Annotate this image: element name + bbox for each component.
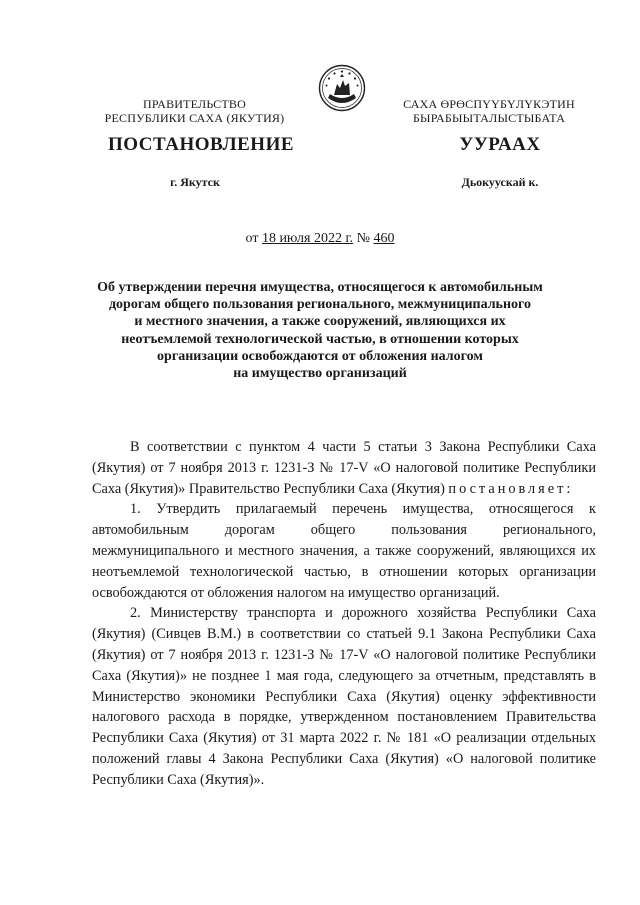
city-yakut: Дьокуускай к. (461, 175, 539, 189)
preamble-paragraph (92, 437, 596, 499)
government-name-russian (92, 97, 297, 125)
subject-line: неотъемлемой технологической частью, в отношении которых (121, 331, 519, 347)
preamble-text: В соответствии с пунктом 4 части 5 статьи 3 Закона Республики Саха (Якутия) от 7 ноября 2013 г. 1231-З № 17-V «О налоговой политике Республики Саха (Якутия)» Правительство Республики Саха (Якутия) (92, 439, 596, 497)
header-left-line2: РЕСПУБЛИКИ САХА (ЯКУТИЯ) (104, 111, 285, 125)
document-type-russian: ПОСТАНОВЛЕНИЕ (108, 134, 295, 155)
header-right-line1: САХА ӨРӨСПҮҮБҮЛҮКЭТИН (403, 97, 575, 111)
header-left-line1: ПРАВИТЕЛЬСТВО (143, 97, 246, 111)
document-date: 18 июля 2022 г. (261, 231, 354, 246)
date-number-line (200, 231, 440, 247)
subject-line: на имущество организаций (233, 366, 407, 382)
number-sign: № (353, 231, 374, 246)
subject-line: Об утверждении перечня имущества, относящегося к автомобильным (97, 280, 543, 295)
date-prefix: от (245, 231, 262, 246)
subject-line: и местного значения, а также сооружений, являющихся их (134, 314, 506, 330)
city-russian: г. Якутск (170, 175, 220, 189)
decree-word: постановляет: (448, 480, 574, 497)
item-2-paragraph: 2. Министерству транспорта и дорожного хозяйства Республики Саха (Якутия) (Сивцев В.М.) в соответствии со статьей 9.1 Закона Республики Саха (Якутия) от 7 ноября 2013 г. 1231-З № 17-V «О налоговой политике Республики Саха (Якутия)» не позднее 1 мая года, следующего за отчетным, представлять в Министерство экономики Республики Саха (Якутия) оценку эффективности налогового расхода в порядке, утвержденном постановлением Правительства Республики Саха (Якутия) от 31 марта 2022 г. № 181 «О реализации отдельных положений главы 4 Закона Республики Саха (Якутия) «О налоговой политике Республики Саха (Якутия)». (92, 605, 596, 788)
subject-line: дорогам общего пользования регионального, межмуниципального (108, 297, 532, 313)
government-name-yakut (382, 97, 596, 125)
subject-line: организации освобождаются от обложения налогом (157, 348, 483, 364)
document-number: 460 (373, 231, 395, 246)
header-right-line2: БЫРАБЫЫТАЛЫСТЫБАТА (412, 111, 566, 125)
coat-of-arms-emblem-icon (318, 64, 366, 112)
item-1-paragraph: 1. Утвердить прилагаемый перечень имущества, относящегося к автомобильным дорогам общего пользования регионального, межмуниципального и местного значения, а также сооружений, являющихся их неотъемлемой технологической частью, в отношении которых организации освобождаются от обложения налогом на имущество организаций. (92, 501, 596, 601)
document-body (92, 437, 596, 791)
document-type-yakut: УУРААХ (459, 134, 541, 155)
document-subject (95, 279, 545, 382)
